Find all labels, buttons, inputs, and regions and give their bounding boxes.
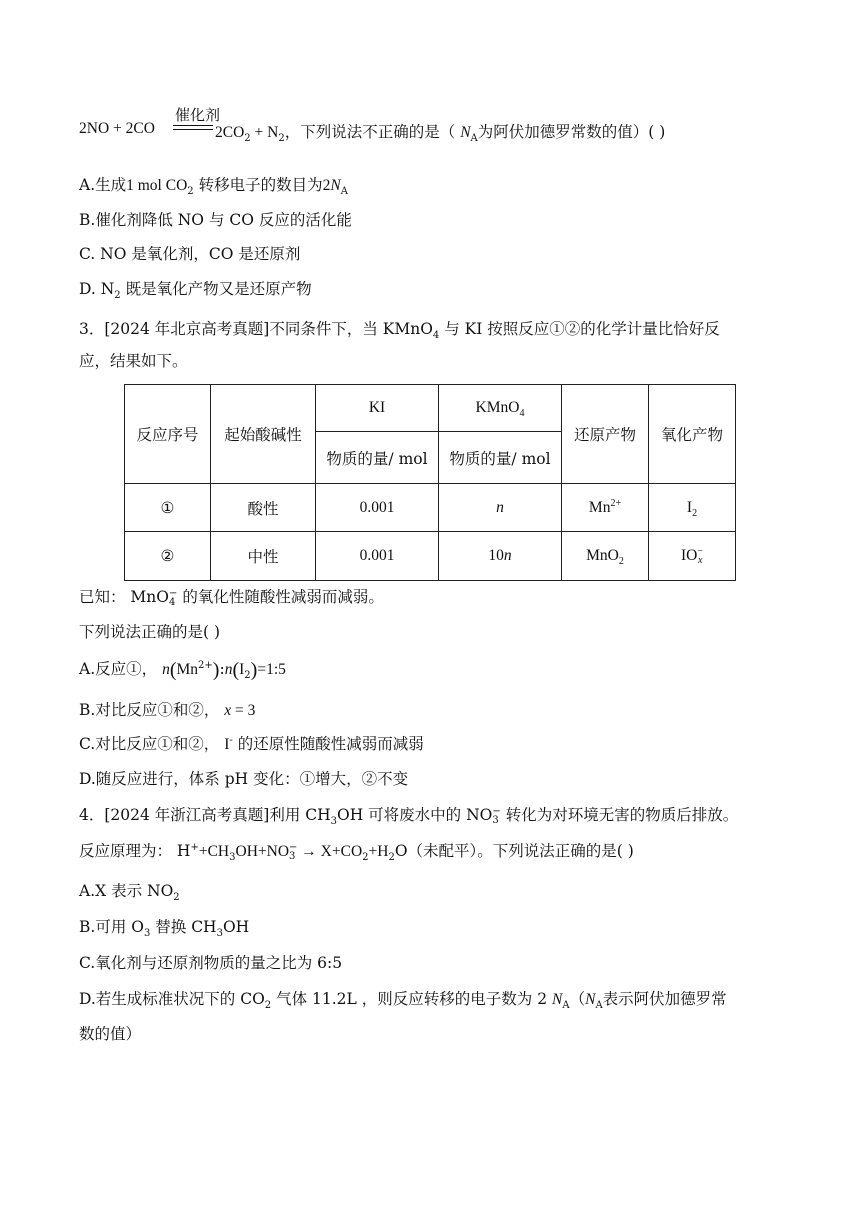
q4-option-b: B.可用 $O_3$ 替换 $CH_3OH$ xyxy=(79,918,250,940)
header-oxidation-product: 氧化产物 xyxy=(649,385,736,484)
header-ki: KI xyxy=(316,385,439,432)
q2-option-d: D. $N_2$ 既是氧化产物又是还原产物 xyxy=(79,280,312,302)
q3-option-d: D.随反应进行，体系 pH 变化：①增大，②不变 xyxy=(79,770,409,788)
q4-option-d: D.若生成标准状况下的 $CO_2$ 气体 11.2L ，则反应转移的电子数为 2 $N_A(N_A$表示阿伏加德罗常 xyxy=(79,990,727,1012)
q3-stem-line2: 应，结果如下。 xyxy=(79,352,188,370)
q3-option-a: A.反应①， $n(Mn^{2+}):n(I_2)=1:5$ xyxy=(79,659,286,682)
equation-rhs-and-stem: $2CO_2 + N_2$，下列说法不正确的是（ $N_A$为阿伏加德罗常数的值）( ) xyxy=(215,123,666,145)
header-acidity: 起始酸碱性 xyxy=(211,385,316,484)
q4-option-d-cont: 数的值） xyxy=(79,1025,142,1043)
q4-principle: 反应原理为： $H^++CH_3OH+NO-$ $3 \to X+CO_2+H_2O$（未配平）。下列说法正确的是( ) xyxy=(79,841,634,864)
header-reduction-product: 还原产物 xyxy=(562,385,649,484)
header-reaction-seq: 反应序号 xyxy=(125,385,211,484)
q4-option-c: C.氧化剂与还原剂物质的量之比为 6:5 xyxy=(79,954,343,972)
q2-option-c: C. NO 是氧化剂，CO 是还原剂 xyxy=(79,245,301,263)
q4-option-a: A.X 表示 $NO_2$ xyxy=(79,882,180,904)
equation-double-bar xyxy=(173,125,213,130)
q2-option-b: B.催化剂降低 NO 与 CO 反应的活化能 xyxy=(79,211,352,229)
header-ki-amount: 物质的量/ mol xyxy=(316,432,439,484)
q3-question: 下列说法正确的是( ) xyxy=(79,623,221,641)
catalyst-label: 催化剂 xyxy=(175,106,221,124)
equation-lhs: 2NO + 2CO xyxy=(79,120,155,137)
table-row: ② 中性 0.001 10n MnO$_2$ IO− x xyxy=(125,532,736,581)
q3-option-b: B.对比反应①和②， x = 3 xyxy=(79,701,256,719)
table-row: ① 酸性 0.001 n $Mn^{2+}$ $I_2$ xyxy=(125,484,736,532)
header-kmno4-amount: 物质的量/ mol xyxy=(439,432,562,484)
q3-results-table xyxy=(124,384,736,581)
q3-known: 已知： MnO− 4 的氧化性随酸性减弱而减弱。 xyxy=(79,588,384,608)
q4-stem-line1: 4．[2024 年浙江高考真题]利用 $CH_3OH$ 可将废水中的 NO− 3 转化为对环境无害的物质后排放。 xyxy=(79,806,739,828)
q3-option-c: C.对比反应①和②， I- 的还原性随酸性减弱而减弱 xyxy=(79,734,424,753)
q3-stem-line1: 3．[2024 年北京高考真题]不同条件下，当 KMnO$_4$ 与 KI 按照反应①②的化学计量比恰好反 xyxy=(79,320,720,342)
header-kmno4: KMnO$_4$ xyxy=(439,385,562,432)
q2-option-a: A.生成1 mol $CO_2$ 转移电子的数目为$2N_A$ xyxy=(79,176,348,198)
